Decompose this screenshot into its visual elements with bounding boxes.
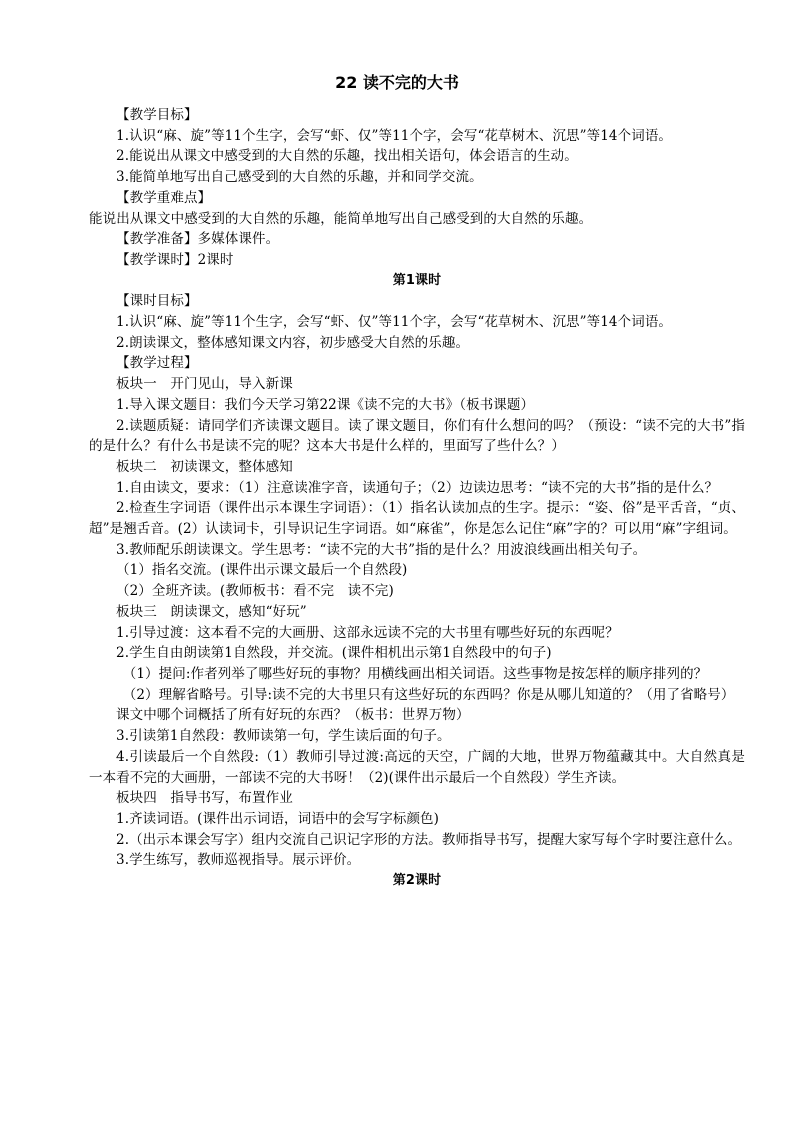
paragraph: 3.能简单地写出自己感受到的大自然的乐趣，并和同学交流。 <box>116 169 483 186</box>
paragraph: 1.引导过渡：这本看不完的大画册、这部永远读不完的大书里有哪些好玩的东西呢？ <box>116 624 619 641</box>
paragraph: 1.认识“麻、旋”等11个生字，会写“虾、仅”等11个字，会写“花草树木、沉思”等14个词语。 <box>116 127 673 144</box>
paragraph: 1.认识“麻、旋”等11个生字，会写“虾、仅”等11个字，会写“花草树木、沉思”等14个词语。 <box>116 314 673 331</box>
lesson-heading-1: 第1课时 <box>392 272 442 288</box>
section-heading-key-points: 【教学重难点】 <box>116 189 212 206</box>
paragraph: 2.朗读课文，整体感知课文内容，初步感受大自然的乐趣。 <box>116 334 470 351</box>
block-heading-4: 板块四 指导书写，布置作业 <box>116 790 293 807</box>
section-heading-teaching-goals: 【教学目标】 <box>116 107 198 123</box>
paragraph: 【教学课时】2课时 <box>116 251 234 268</box>
paragraph: （1）提问:作者列举了哪些好玩的事物？用横线画出相关词语。这些事物是按怎样的顺序排列的？ <box>122 665 708 682</box>
paragraph: 【教学准备】多媒体课件。 <box>116 231 280 248</box>
paragraph: 2.能说出从课文中感受到的大自然的乐趣，找出相关语句，体会语言的生动。 <box>116 148 578 165</box>
section-heading-process: 【教学过程】 <box>116 355 198 372</box>
block-heading-1: 板块一 开门见山，导入新课 <box>116 376 293 393</box>
document-title: 22 读不完的大书 <box>335 73 459 92</box>
paragraph: 1.自由读文，要求：（1）注意读准字音，读通句子；（2）边读边思考：“读不完的大书”指的是什么？ <box>116 479 719 496</box>
block-heading-3: 板块三 朗读课文，感知“好玩” <box>116 603 307 620</box>
paragraph: （2）全班齐读。(教师板书：看不完 读不完) <box>116 583 394 600</box>
paragraph: 3.教师配乐朗读课文。学生思考：“读不完的大书”指的是什么？用波浪线画出相关句子。 <box>116 541 647 558</box>
block-heading-2: 板块二 初读课文，整体感知 <box>116 458 293 475</box>
paragraph: 3.学生练写，教师巡视指导。展示评价。 <box>116 852 361 869</box>
paragraph: 4.引读最后一个自然段:（1）教师引导过渡:高远的天空，广阔的大地，世界万物蕴藏其中。大自然真是一本看不完的大画册，一部读不完的大书呀！（2)(课件出示最后一个自然段）学生齐读。 <box>89 748 745 786</box>
paragraph: （2）理解省略号。引导:读不完的大书里只有这些好玩的东西吗？你是从哪儿知道的？（用了省略号） <box>122 686 735 703</box>
paragraph: （1）指名交流。(课件出示课文最后一个自然段) <box>116 562 408 579</box>
paragraph: 2.检查生字词语（课件出示本课生字词语）：（1）指名认读加点的生字。提示：“姿、俗”是平舌音，“贞、超”是翘舌音。(2）认读词卡，引导识记生字词语。如“麻雀”，你是怎么记住“麻”字的？可以用“麻”字组词。 <box>89 500 745 538</box>
paragraph: 课文中哪个词概括了所有好玩的东西？（板书：世界万物） <box>116 707 470 724</box>
section-heading-lesson-goals: 【课时目标】 <box>116 293 198 310</box>
paragraph: 3.引读第1自然段：教师读第一句，学生读后面的句子。 <box>116 728 451 745</box>
document-body <box>89 105 745 892</box>
lesson-heading-2: 第2课时 <box>392 873 442 889</box>
paragraph: 能说出从课文中感受到的大自然的乐趣，能简单地写出自己感受到的大自然的乐趣。 <box>89 210 593 227</box>
paragraph: 1.齐读词语。(课件出示词语，词语中的会写字标颜色) <box>116 810 440 827</box>
paragraph: 2.读题质疑：请同学们齐读课文题目。读了课文题目，你们有什么想问的吗？（预设：“读不完的大书”指的是什么？有什么书是读不完的呢？这本大书是什么样的，里面写了些什么？） <box>89 417 745 455</box>
paragraph: 1.导入课文题目：我们今天学习第22课《读不完的大书》（板书课题） <box>116 396 535 413</box>
paragraph: 2.（出示本课会写字）组内交流自己识记字形的方法。教师指导书写，提醒大家写每个字时要注意什么。 <box>116 831 742 848</box>
paragraph: 2.学生自由朗读第1自然段，并交流。(课件相机出示第1自然段中的句子) <box>116 645 552 662</box>
